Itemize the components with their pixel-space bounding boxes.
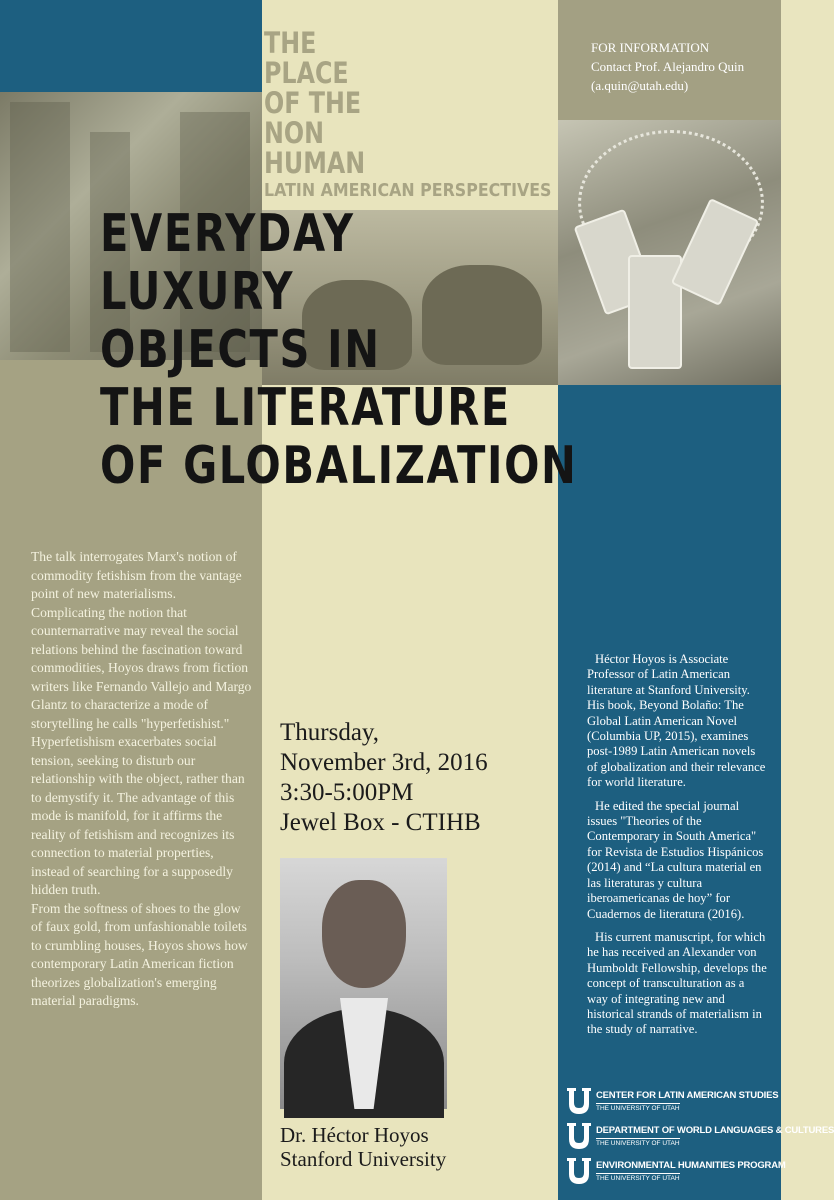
- series-title-line: PLACE: [264, 56, 349, 90]
- info-contact: Contact Prof. Alejandro Quin: [591, 59, 745, 74]
- series-title-line: HUMAN: [264, 146, 366, 180]
- series-title-line: THE: [264, 26, 317, 60]
- event-day: Thursday,: [280, 719, 380, 746]
- talk-title-line: LUXURY: [100, 262, 295, 322]
- event-location: Jewel Box - CTIHB: [280, 809, 481, 836]
- series-title-line: NON: [264, 116, 325, 150]
- series-title: [264, 28, 365, 178]
- sponsor-logo: [566, 1157, 786, 1187]
- university-u-logo-icon: [566, 1157, 592, 1185]
- top-left-color-block: [0, 0, 262, 92]
- sponsor-logo: [566, 1122, 834, 1152]
- sponsor-name: DEPARTMENT OF WORLD LANGUAGES & CULTURES: [596, 1125, 834, 1136]
- bio-paragraph: Héctor Hoyos is Associate Professor of Latin American literature at Stanford University. His book, Beyond Bolaño: The Global Latin American Novel (Columbia UP, 2015), examines post-1989 Latin American novels of globalization and their relevance for world literature.: [587, 652, 766, 790]
- abstract-paragraph: The talk interrogates Marx's notion of commodity fetishism from the vantage point of new materialisms. Complicating the notion that counternarrative may reveal the social relations behind the fascination toward commodities, Hoyos draws from fiction writers like Fernando Vallejo and Margo Glantz to characterize a mode of storytelling he calls "hyperfetishist." Hyperfetishism exacerbates social tension, seeking to disturb our relationship with the object, rather than to demystify it. The advantage of this mode is manifold, for it affirms the reality of fetishism and recognizes its connection to material properties, instead of searching for a supposedly hidden truth.: [31, 549, 252, 897]
- university-u-logo-icon: [566, 1122, 592, 1150]
- dog-tags-photo: [558, 120, 781, 385]
- talk-title-line: OBJECTS IN: [100, 320, 381, 380]
- sponsor-university: THE UNIVERSITY OF UTAH: [596, 1105, 680, 1112]
- event-date: November 3rd, 2016: [280, 749, 488, 776]
- speaker-name: Dr. Héctor Hoyos: [280, 1123, 429, 1147]
- speaker-bio: [587, 652, 767, 1046]
- talk-title-line: OF GLOBALIZATION: [100, 436, 578, 496]
- sponsor-name: CENTER FOR LATIN AMERICAN STUDIES: [596, 1090, 779, 1101]
- sponsor-university: THE UNIVERSITY OF UTAH: [596, 1140, 680, 1147]
- bio-paragraph: He edited the special journal issues "Theories of the Contemporary in South America" for Revista de Estudios Hispánicos (2014) and “La cultura material en las literaturas y cultura iberoamericanas de hoy” for Cuadernos de literatura (2016).: [587, 798, 764, 921]
- series-subtitle: LATIN AMERICAN PERSPECTIVES: [264, 180, 552, 201]
- sponsor-university: THE UNIVERSITY OF UTAH: [596, 1175, 680, 1182]
- sponsor-name: ENVIRONMENTAL HUMANITIES PROGRAM: [596, 1160, 786, 1171]
- talk-abstract: [31, 548, 253, 1011]
- speaker-credit: [280, 1123, 446, 1171]
- info-email[interactable]: (a.quin@utah.edu): [591, 78, 689, 93]
- talk-title: [100, 205, 577, 495]
- series-title-line: OF THE: [264, 86, 362, 120]
- bio-paragraph: His current manuscript, for which he has received an Alexander von Humboldt Fellowship, develops the concept of transculturation as a way of integrating new and historical strands of materialism in the study of narrative.: [587, 929, 767, 1037]
- info-heading: FOR INFORMATION: [591, 40, 710, 55]
- speaker-affiliation: Stanford University: [280, 1147, 447, 1171]
- talk-title-line: THE LITERATURE: [100, 378, 511, 438]
- abstract-paragraph: From the softness of shoes to the glow of faux gold, from unfashionable toilets to crumbling houses, Hoyos shows how contemporary Latin American fiction theorizes globalization's emerging material paradigms.: [31, 900, 248, 1008]
- event-time: 3:30-5:00PM: [280, 779, 414, 806]
- speaker-portrait: [280, 858, 447, 1109]
- sponsor-logo: [566, 1087, 779, 1117]
- contact-info: [591, 38, 744, 95]
- university-u-logo-icon: [566, 1087, 592, 1115]
- talk-title-line: EVERYDAY: [100, 204, 355, 264]
- event-details: [280, 718, 488, 838]
